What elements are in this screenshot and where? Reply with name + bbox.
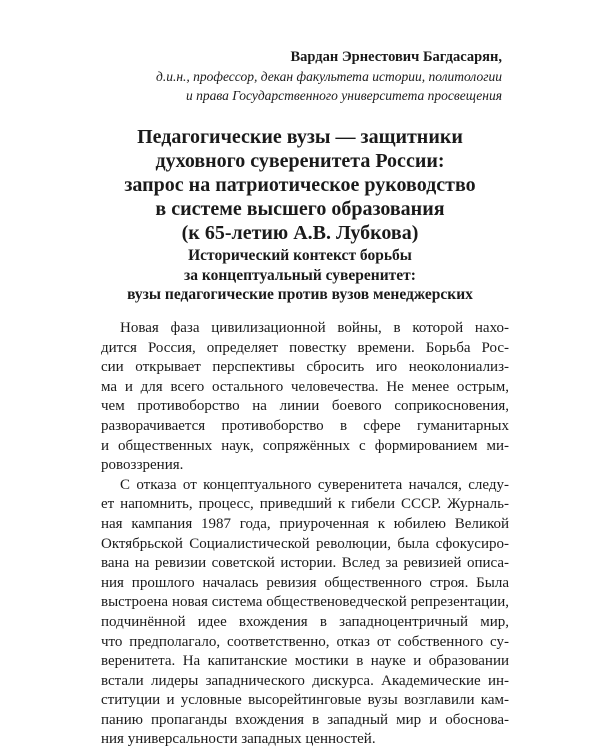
- text-line: ет напомнить, процесс, приведший к гибели СССР. Журналь-: [101, 496, 509, 513]
- author-role-line: д.и.н., профессор, декан факультета истории, политологии: [156, 69, 502, 84]
- section-heading-line: Исторический контекст борьбы: [188, 247, 412, 264]
- title-line: запрос на патриотическое руководство: [124, 174, 476, 196]
- text-line: подчинённой идее вхождения в западноцентричный мир,: [101, 613, 509, 630]
- text-line: сии открывает перспективы сбросить иго неоколониализ-: [101, 359, 509, 376]
- text-line: выстроена новая система общественоведческой репрезентации,: [101, 594, 509, 611]
- section-heading-line: за концептуальный суверенитет:: [184, 266, 416, 284]
- text-line: вана на ревизии советской истории. Вслед за ревизией описа-: [101, 555, 509, 572]
- title-line: Педагогические вузы — защитники: [137, 126, 463, 148]
- article-title: [60, 125, 540, 245]
- text-line: и общественных наук, сопряжённых с формированием ми-: [101, 437, 509, 454]
- text-line: ная кампания 1987 года, приуроченная к юбилею Великой: [101, 515, 509, 532]
- title-line: в системе высшего образования: [155, 198, 445, 220]
- section-heading-line: вузы педагогические против вузов менеджерских: [127, 286, 473, 303]
- text-line: дится Россия, определяет повестку времени. Борьба Рос-: [101, 339, 509, 356]
- text-line: ровоззрения.: [101, 457, 184, 474]
- text-line: ституции и условные высорейтинговые вузы возглавили кам-: [101, 692, 509, 709]
- text-line: разворачивается противоборство в сфере гуманитарных: [101, 417, 509, 434]
- paragraph: [101, 476, 509, 750]
- paragraph: [101, 319, 509, 476]
- text-line: Новая фаза цивилизационной войны, в которой нахо-: [120, 320, 509, 336]
- text-line: Октябрьской Социалистической революции, была сфокусиро-: [101, 535, 509, 552]
- text-line: что предполагало, соответственно, отказ от собственного су-: [101, 633, 509, 650]
- section-heading: [60, 246, 540, 305]
- text-line: ма и для всего остального человечества. Не менее острым,: [101, 378, 509, 395]
- text-line: ния универсальности западных ценностей.: [101, 731, 376, 748]
- title-line: духовного суверенитета России:: [155, 150, 445, 172]
- body-text: [101, 319, 509, 750]
- text-line: чем противоборство на линии боевого соприкосновения,: [101, 398, 509, 415]
- text-line: панию пропаганды вхождения в западный мир и обоснова-: [101, 711, 509, 728]
- text-line: встали лидеры западнического дискурса. Академические ин-: [101, 672, 509, 689]
- text-line: ния прошлого началась ревизия общественного строя. Была: [101, 574, 509, 591]
- author-role-line: и права Государственного университета просвещения: [185, 88, 502, 103]
- title-line: (к 65-летию А.В. Лубкова): [181, 222, 419, 244]
- text-line: веренитета. На капитанские мостики в науке и образовании: [101, 653, 509, 670]
- author-block: [156, 48, 502, 105]
- author-name: Вардан Эрнестович Багдасарян,: [290, 49, 502, 65]
- text-line: С отказа от концептуального суверенитета начался, следу-: [120, 476, 509, 493]
